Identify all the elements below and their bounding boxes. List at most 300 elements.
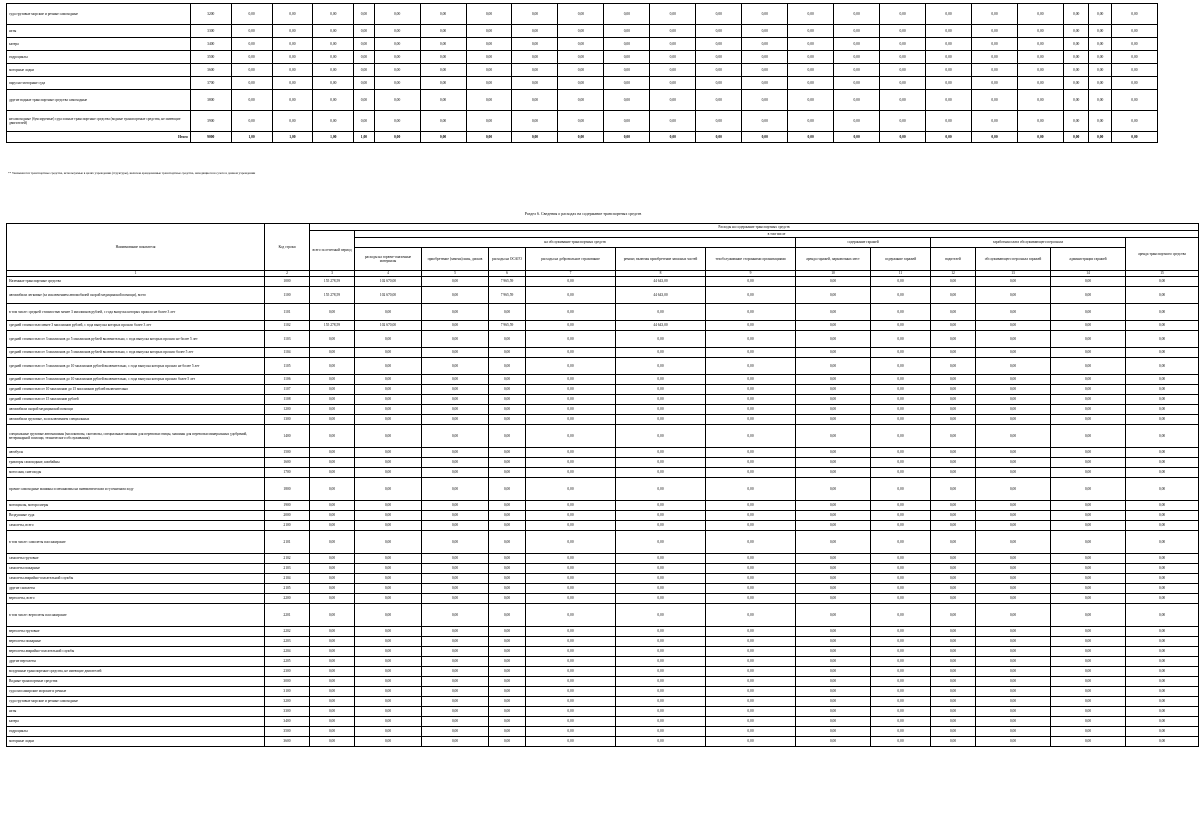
row-value: 0,00 <box>1111 90 1157 111</box>
row-value: 0,00 <box>871 554 931 564</box>
row-value: 0,00 <box>616 687 706 697</box>
row-value: 0,00 <box>489 657 526 667</box>
row-value: 0,00 <box>706 667 796 677</box>
row-value: 7 965,59 <box>489 277 526 287</box>
row-name: вертолеты пожарные <box>7 637 265 647</box>
row-value: 0,00 <box>1051 677 1126 687</box>
row-name: средней стоимостью от 15 миллионов рублей <box>7 395 265 405</box>
row-value: 0,00 <box>1063 38 1089 51</box>
row-value: 0,00 <box>355 425 422 448</box>
row-value: 0,00 <box>1017 51 1063 64</box>
row-value: 0,00 <box>788 51 834 64</box>
row-value: 0,00 <box>489 687 526 697</box>
row-value: 0,00 <box>706 564 796 574</box>
row-name: автобусы <box>7 448 265 458</box>
row-value: 0,00 <box>420 4 466 25</box>
row-value: 102 670,00 <box>355 287 422 304</box>
row-value: 0,00 <box>558 25 604 38</box>
row-value: 0,00 <box>526 425 616 448</box>
column-number: 1 <box>7 271 265 277</box>
row-value: 0,00 <box>558 64 604 77</box>
row-value: 0,00 <box>1051 667 1126 677</box>
row-value: 0,00 <box>706 574 796 584</box>
row-value: 0,00 <box>871 304 931 321</box>
row-value: 0,00 <box>231 64 272 77</box>
row-value: 0,00 <box>976 627 1051 637</box>
header-garage: содержание гаражей <box>796 238 931 248</box>
row-value: 0,00 <box>880 111 926 132</box>
row-value: 0,00 <box>310 627 355 637</box>
row-value: 0,00 <box>422 737 489 747</box>
row-value: 0,00 <box>526 657 616 667</box>
row-value: 0,00 <box>422 277 489 287</box>
row-value: 0,00 <box>354 111 374 132</box>
row-value: 0,00 <box>871 468 931 478</box>
row-value: 0,00 <box>354 64 374 77</box>
row-value: 0,00 <box>420 51 466 64</box>
row-value: 0,00 <box>796 707 871 717</box>
row-value: 0,00 <box>796 717 871 727</box>
row-value: 0,00 <box>976 304 1051 321</box>
table-row <box>7 717 1199 727</box>
row-value: 0,00 <box>976 395 1051 405</box>
row-value: 0,00 <box>1126 458 1199 468</box>
row-value: 0,00 <box>526 375 616 385</box>
row-code: 3600 <box>190 64 231 77</box>
row-value: 0,00 <box>526 637 616 647</box>
row-value: 0,00 <box>616 375 706 385</box>
row-value: 0,00 <box>422 677 489 687</box>
table-row <box>7 395 1199 405</box>
row-value: 0,00 <box>616 584 706 594</box>
row-value: 0,00 <box>422 321 489 331</box>
row-value: 0,00 <box>374 64 420 77</box>
row-code: 1400 <box>265 425 310 448</box>
row-value: 0,00 <box>355 697 422 707</box>
row-value: 0,00 <box>374 77 420 90</box>
row-value: 0,00 <box>310 521 355 531</box>
row-value: 0,00 <box>310 375 355 385</box>
row-value: 0,00 <box>976 415 1051 425</box>
row-value: 0,00 <box>422 348 489 358</box>
row-value: 0,00 <box>374 25 420 38</box>
row-value: 0,00 <box>313 51 354 64</box>
row-value: 0,00 <box>526 604 616 627</box>
row-value: 0,00 <box>706 521 796 531</box>
row-value: 0,00 <box>512 64 558 77</box>
row-value: 0,00 <box>231 38 272 51</box>
table-row <box>7 687 1199 697</box>
row-value: 0,00 <box>1126 627 1199 637</box>
row-value: 0,00 <box>616 531 706 554</box>
total-value: 0,00 <box>1063 132 1089 143</box>
row-value: 0,00 <box>355 331 422 348</box>
row-value: 0,00 <box>1089 111 1111 132</box>
row-value: 0,00 <box>558 4 604 25</box>
row-value: 0,00 <box>313 90 354 111</box>
row-value: 0,00 <box>976 511 1051 521</box>
row-value: 0,00 <box>272 77 313 90</box>
row-value: 0,00 <box>788 64 834 77</box>
row-value: 0,00 <box>706 425 796 448</box>
row-value: 0,00 <box>489 478 526 501</box>
row-value: 0,00 <box>466 25 512 38</box>
column-number: 15 <box>1126 271 1199 277</box>
row-value: 0,00 <box>355 594 422 604</box>
row-value: 0,00 <box>422 358 489 375</box>
row-value: 0,00 <box>422 531 489 554</box>
row-value: 0,00 <box>931 385 976 395</box>
row-value: 0,00 <box>355 627 422 637</box>
row-value: 0,00 <box>706 358 796 375</box>
row-value: 0,00 <box>871 727 931 737</box>
row-value: 0,00 <box>422 564 489 574</box>
row-value: 0,00 <box>616 657 706 667</box>
row-value: 0,00 <box>489 707 526 717</box>
row-value: 0,00 <box>1051 448 1126 458</box>
row-name: суда грузовые морские и речные самоходные <box>7 697 265 707</box>
column-number: 11 <box>871 271 931 277</box>
row-value: 0,00 <box>616 647 706 657</box>
table-row <box>7 594 1199 604</box>
row-value: 0,00 <box>526 478 616 501</box>
column-number: 6 <box>489 271 526 277</box>
row-value: 0,00 <box>489 574 526 584</box>
row-value: 0,00 <box>650 64 696 77</box>
row-value: 0,00 <box>616 594 706 604</box>
top-table-row <box>7 38 1158 51</box>
table-row <box>7 425 1199 448</box>
row-value: 0,00 <box>526 584 616 594</box>
row-value: 0,00 <box>512 77 558 90</box>
row-code: 3700 <box>190 77 231 90</box>
row-value: 0,00 <box>310 737 355 747</box>
row-value: 0,00 <box>976 677 1051 687</box>
table-row <box>7 448 1199 458</box>
row-value: 0,00 <box>272 111 313 132</box>
row-value: 0,00 <box>616 405 706 415</box>
section-title: Раздел 6. Сведения о расходах на содержание транспортных средств <box>524 211 642 216</box>
row-value: 0,00 <box>526 627 616 637</box>
row-value: 0,00 <box>355 348 422 358</box>
row-value: 0,00 <box>422 594 489 604</box>
row-value: 0,00 <box>310 604 355 627</box>
row-value: 0,00 <box>422 574 489 584</box>
row-value: 0,00 <box>706 554 796 564</box>
row-value: 0,00 <box>1126 405 1199 415</box>
row-value: 0,00 <box>310 415 355 425</box>
row-value: 0,00 <box>796 667 871 677</box>
row-value: 0,00 <box>616 468 706 478</box>
row-value: 0,00 <box>1063 111 1089 132</box>
row-value: 0,00 <box>696 4 742 25</box>
row-value: 0,00 <box>1051 304 1126 321</box>
row-value: 0,00 <box>422 727 489 737</box>
row-code: 3600 <box>265 737 310 747</box>
row-code: 3200 <box>190 4 231 25</box>
column-number: 2 <box>265 271 310 277</box>
row-value: 0,00 <box>1051 584 1126 594</box>
column-number: 8 <box>616 271 706 277</box>
row-value: 0,00 <box>871 687 931 697</box>
row-value: 0,00 <box>706 385 796 395</box>
row-value: 0,00 <box>1051 415 1126 425</box>
row-value: 0,00 <box>931 468 976 478</box>
header-osago: расходы на ОСАГО <box>489 248 526 271</box>
row-value: 0,00 <box>526 358 616 375</box>
row-value: 0,00 <box>931 737 976 747</box>
table-row <box>7 697 1199 707</box>
top-table-row <box>7 90 1158 111</box>
row-value: 0,00 <box>1051 375 1126 385</box>
row-value: 44 643,00 <box>616 321 706 331</box>
row-value: 0,00 <box>604 4 650 25</box>
row-name: несамоходные (буксируемые) суда и иные транспортные средства (водные транспортные средства, не имеющие двигателей) <box>7 111 191 132</box>
row-code: 3400 <box>265 717 310 727</box>
row-value: 0,00 <box>976 348 1051 358</box>
row-code: 1100 <box>265 287 310 304</box>
row-value: 0,00 <box>1051 395 1126 405</box>
row-value: 0,00 <box>310 458 355 468</box>
table-row <box>7 531 1199 554</box>
row-value: 0,00 <box>313 77 354 90</box>
row-value: 0,00 <box>796 657 871 667</box>
row-value: 0,00 <box>706 348 796 358</box>
row-value: 0,00 <box>355 604 422 627</box>
row-value: 0,00 <box>871 677 931 687</box>
row-value: 0,00 <box>931 304 976 321</box>
row-value: 0,00 <box>1051 531 1126 554</box>
row-value: 0,00 <box>310 501 355 511</box>
row-value: 0,00 <box>355 304 422 321</box>
row-value: 0,00 <box>1126 358 1199 375</box>
row-name: другие вертолеты <box>7 657 265 667</box>
row-name: моторные лодки <box>7 737 265 747</box>
header-drivers: водителей <box>931 248 976 271</box>
row-code: 3300 <box>265 707 310 717</box>
row-value: 0,00 <box>355 737 422 747</box>
table-row <box>7 415 1199 425</box>
table-row <box>7 468 1199 478</box>
row-value: 0,00 <box>616 501 706 511</box>
row-value: 0,00 <box>931 584 976 594</box>
row-value: 0,00 <box>931 511 976 521</box>
row-value: 0,00 <box>422 627 489 637</box>
table-row <box>7 637 1199 647</box>
row-value: 0,00 <box>1126 395 1199 405</box>
row-value: 0,00 <box>355 448 422 458</box>
row-value: 0,00 <box>976 667 1051 677</box>
row-value: 0,00 <box>1051 478 1126 501</box>
table-row <box>7 647 1199 657</box>
header-medical: обслуживающего персонала гаражей <box>976 248 1051 271</box>
row-value: 0,00 <box>558 38 604 51</box>
row-value: 0,00 <box>796 677 871 687</box>
row-name: катера <box>7 717 265 727</box>
row-value: 0,00 <box>526 554 616 564</box>
row-value: 0,00 <box>272 51 313 64</box>
top-table-row <box>7 4 1158 25</box>
row-value: 0,00 <box>1126 521 1199 531</box>
row-value: 0,00 <box>871 331 931 348</box>
row-value: 0,00 <box>272 25 313 38</box>
row-value: 0,00 <box>310 385 355 395</box>
row-value: 0,00 <box>489 667 526 677</box>
row-value: 0,00 <box>871 697 931 707</box>
row-value: 0,00 <box>1126 717 1199 727</box>
row-value: 0,00 <box>604 111 650 132</box>
row-value: 0,00 <box>871 521 931 531</box>
row-value: 0,00 <box>526 647 616 657</box>
row-name: Наземные транспортные средства <box>7 277 265 287</box>
row-value: 0,00 <box>926 4 972 25</box>
row-name: средней стоимостью от 5 миллионов до 10 миллионов рублей включительно, с года выпуска которых прошло более 5 лет <box>7 375 265 385</box>
row-value: 0,00 <box>231 111 272 132</box>
row-value: 0,00 <box>1051 331 1126 348</box>
row-value: 0,00 <box>526 448 616 458</box>
row-value: 0,00 <box>976 478 1051 501</box>
row-value: 0,00 <box>706 727 796 737</box>
row-value: 0,00 <box>880 38 926 51</box>
row-value: 0,00 <box>871 637 931 647</box>
row-value: 0,00 <box>926 111 972 132</box>
row-value: 0,00 <box>1063 25 1089 38</box>
row-value: 0,00 <box>1051 647 1126 657</box>
row-value: 0,00 <box>796 415 871 425</box>
row-value: 0,00 <box>489 594 526 604</box>
total-value: 1,00 <box>354 132 374 143</box>
row-value: 0,00 <box>526 667 616 677</box>
row-name: в том числе: средней стоимостью менее 3 миллионов рублей, с года выпуска которых прошло не более 3 лет <box>7 304 265 321</box>
row-value: 0,00 <box>310 468 355 478</box>
row-value: 0,00 <box>616 448 706 458</box>
row-code: 1104 <box>265 348 310 358</box>
row-value: 0,00 <box>616 627 706 637</box>
row-value: 0,00 <box>604 51 650 64</box>
row-value: 0,00 <box>310 717 355 727</box>
row-value: 0,00 <box>355 478 422 501</box>
row-value: 0,00 <box>422 415 489 425</box>
row-name: вертолеты грузовые <box>7 627 265 637</box>
row-value: 0,00 <box>1126 531 1199 554</box>
row-value: 0,00 <box>796 637 871 647</box>
table-row <box>7 554 1199 564</box>
row-value: 0,00 <box>489 584 526 594</box>
row-value: 0,00 <box>696 25 742 38</box>
row-value: 0,00 <box>796 501 871 511</box>
row-value: 0,00 <box>976 687 1051 697</box>
row-value: 0,00 <box>422 604 489 627</box>
row-value: 0,00 <box>834 111 880 132</box>
row-value: 0,00 <box>422 697 489 707</box>
row-value: 44 643,00 <box>616 277 706 287</box>
row-value: 0,00 <box>931 331 976 348</box>
row-value: 0,00 <box>310 647 355 657</box>
row-value: 0,00 <box>616 604 706 627</box>
row-value: 0,00 <box>742 64 788 77</box>
row-value: 0,00 <box>1051 657 1126 667</box>
row-value: 0,00 <box>796 321 871 331</box>
row-value: 0,00 <box>834 64 880 77</box>
row-value: 0,00 <box>796 277 871 287</box>
header-total: всего за отчетный период <box>310 231 355 271</box>
row-code: 2100 <box>265 521 310 531</box>
row-code: 3500 <box>265 727 310 737</box>
row-value: 0,00 <box>420 25 466 38</box>
total-code: 9000 <box>190 132 231 143</box>
row-value: 0,00 <box>526 717 616 727</box>
table-row <box>7 667 1199 677</box>
row-value: 0,00 <box>696 51 742 64</box>
total-value: 0,00 <box>1089 132 1111 143</box>
row-value: 0,00 <box>926 64 972 77</box>
table-row <box>7 727 1199 737</box>
row-name: вертолеты аварийно-спасательной службы <box>7 647 265 657</box>
column-number: 12 <box>931 271 976 277</box>
row-value: 0,00 <box>512 25 558 38</box>
row-value: 0,00 <box>422 521 489 531</box>
total-value: 1,00 <box>272 132 313 143</box>
row-value: 0,00 <box>931 348 976 358</box>
row-value: 0,00 <box>931 425 976 448</box>
row-code: 1107 <box>265 385 310 395</box>
row-value: 0,00 <box>355 468 422 478</box>
total-value: 0,00 <box>834 132 880 143</box>
row-value: 0,00 <box>354 51 374 64</box>
row-value: 0,00 <box>1126 697 1199 707</box>
row-value: 0,00 <box>489 521 526 531</box>
row-value: 0,00 <box>976 468 1051 478</box>
total-value: 1,00 <box>231 132 272 143</box>
row-value: 0,00 <box>558 90 604 111</box>
row-value: 0,00 <box>526 304 616 321</box>
header-tires: приобретение (замена) шин, дисков <box>422 248 489 271</box>
row-value: 0,00 <box>871 657 931 667</box>
row-value: 0,00 <box>489 405 526 415</box>
table-row <box>7 331 1199 348</box>
row-name: яхты <box>7 25 191 38</box>
row-value: 0,00 <box>422 448 489 458</box>
row-value: 0,00 <box>526 415 616 425</box>
row-value: 0,00 <box>1051 458 1126 468</box>
row-value: 0,00 <box>313 111 354 132</box>
row-name: средней стоимостью от 3 миллионов до 5 миллионов рублей включительно, с года выпуска которых прошло не более 5 лет <box>7 331 265 348</box>
row-value: 0,00 <box>871 358 931 375</box>
row-value: 0,00 <box>489 717 526 727</box>
table-row <box>7 375 1199 385</box>
table-row <box>7 604 1199 627</box>
row-value: 0,00 <box>422 637 489 647</box>
row-value: 0,00 <box>354 25 374 38</box>
total-value: 0,00 <box>742 132 788 143</box>
row-value: 0,00 <box>931 287 976 304</box>
row-name: в том числе: самолеты пассажирские <box>7 531 265 554</box>
row-value: 0,00 <box>796 478 871 501</box>
row-value: 0,00 <box>871 395 931 405</box>
row-value: 0,00 <box>355 395 422 405</box>
row-value: 0,00 <box>1063 51 1089 64</box>
row-value: 0,00 <box>422 707 489 717</box>
row-value: 0,00 <box>976 717 1051 727</box>
row-name: прочие самоходные машины и механизмы на пневматическом и гусеничном ходу <box>7 478 265 501</box>
row-value: 0,00 <box>706 531 796 554</box>
row-value: 0,00 <box>466 4 512 25</box>
row-value: 0,00 <box>1051 405 1126 415</box>
row-value: 0,00 <box>1126 478 1199 501</box>
row-value: 0,00 <box>1126 647 1199 657</box>
row-value: 0,00 <box>422 647 489 657</box>
header-incl: в том числе <box>355 231 1199 238</box>
